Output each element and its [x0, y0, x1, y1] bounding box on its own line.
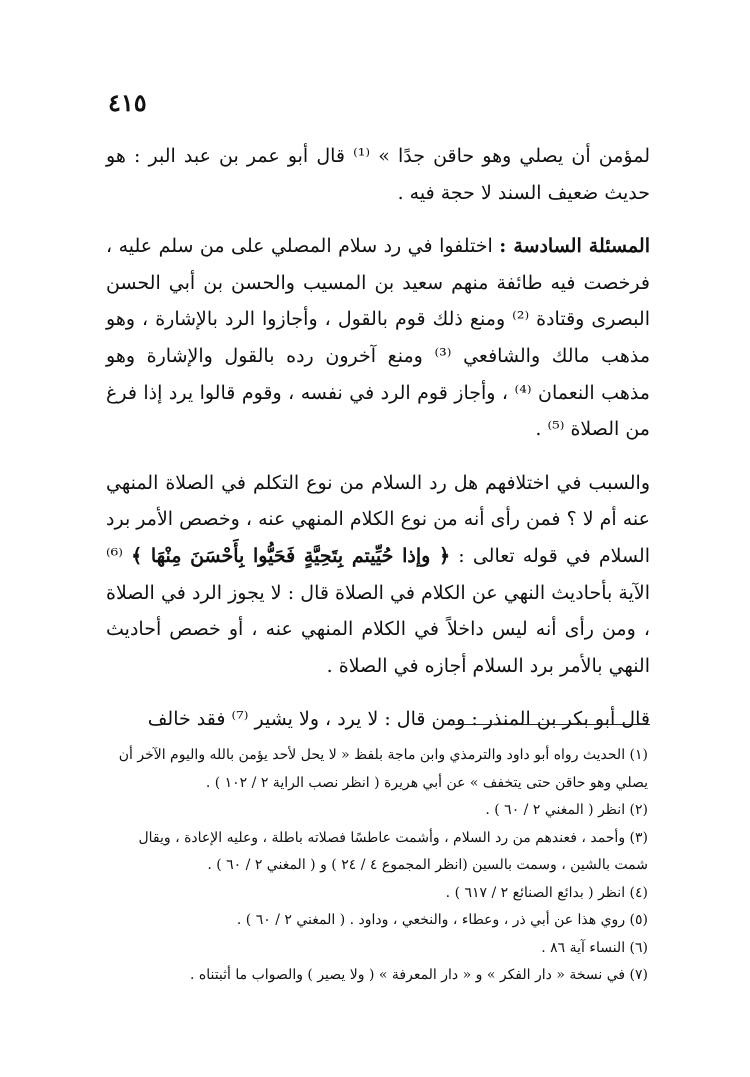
- footnote-6: (٦) النساء آية ٨٦ .: [541, 939, 648, 956]
- footnote-2: (٢) انظر ( المغني ٢ / ٦٠ ) .: [485, 802, 648, 818]
- footnote-4: (٤) انظر ( بدائع الصنائع ٢ / ٦١٧ ) .: [445, 884, 648, 901]
- footnotes: [108, 742, 648, 990]
- paragraph-ibn-mundhir: قال أبو بكر بن المنذر : ومن قال : لا يرد ، ولا يشير ⁽⁷⁾ فقد خالف: [147, 708, 650, 731]
- page-number: ٤١٥: [108, 88, 147, 117]
- main-text: [106, 138, 650, 738]
- footnote-7: (٧) في نسخة « دار الفكر » و « دار المعرفة » ( ولا يصير ) والصواب ما أثبتناه .: [189, 967, 648, 983]
- paragraph-text: والسبب في اختلافهم هل رد السلام من نوع التكلم في الصلاة المنهي عنه أم لا ؟ فمن رأى أنه من نوع الكلام المنهي عنه ، وخصص الأمر برد السلام في قوله تعالى :: [106, 471, 650, 567]
- quran-verse: ﴿ وإذا حُيِّيتم بِتَحِيَّةٍ فَحَيُّوا بِأَحْسَنَ مِنْهَا ﴾: [131, 544, 451, 567]
- footnote-1: (١) الحديث رواه أبو داود والترمذي وابن ماجة بلفظ « لا يحل لأحد يؤمن بالله واليوم الآخر أن يصلي وهو حاقن حتى يتخفف » عن أبي هريرة ( انظر نصب الراية ٢ / ١٠٢ ) .: [118, 747, 648, 791]
- footnote-5: (٥) روي هذا عن أبي ذر ، وعطاء ، والنخعي ، وداود . ( المغني ٢ / ٦٠ ) .: [236, 912, 648, 928]
- paragraph-text: اختلفوا في رد سلام المصلي على من سلم عليه ، فرخصت فيه طائفة منهم سعيد بن المسيب والحسن بن أبي الحسن البصرى وقتادة ⁽²⁾ ومنع ذلك قوم بالقول ، وأجازوا الرد بالإشارة ، وهو مذهب مالك والشافعي ⁽³⁾ ومنع آخرون رده بالقول والإشارة وهو مذهب النعمان ⁽⁴⁾ ، وأجاز قوم الرد في نفسه ، وقوم قالوا يرد إذا فرغ من الصلاة ⁽⁵⁾ .: [106, 235, 650, 441]
- footnote-3: (٣) وأحمد ، فعندهم من رد السلام ، وأشمت عاطسًا فصلاته باطلة ، وعليه الإعادة ، ويقال شمت بالشين ، وسمت بالسين (انظر المجموع ٤ / ٢٤ ) و ( المغني ٢ / ٦٠ ) .: [138, 829, 648, 873]
- section-heading: المسئلة السادسة :: [499, 235, 650, 258]
- paragraph-continuation: لمؤمن أن يصلي وهو حاقن جدًا » ⁽¹⁾ قال أبو عمر بن عبد البر : هو حديث ضعيف السند لا حجة فيه .: [106, 145, 650, 204]
- paragraph-text: ⁽⁶⁾ الآية بأحاديث النهي عن الكلام في الصلاة قال : لا يجوز الرد في الصلاة ، ومن رأى أنه ليس داخلاً في الكلام المنهي عنه ، أو خصص أحاديث النهي بالأمر برد السلام أجازه في الصلاة .: [106, 544, 650, 677]
- footnote-separator: [446, 724, 650, 725]
- paragraph-reason: [106, 465, 650, 685]
- paragraph-sixth-issue: [106, 228, 650, 448]
